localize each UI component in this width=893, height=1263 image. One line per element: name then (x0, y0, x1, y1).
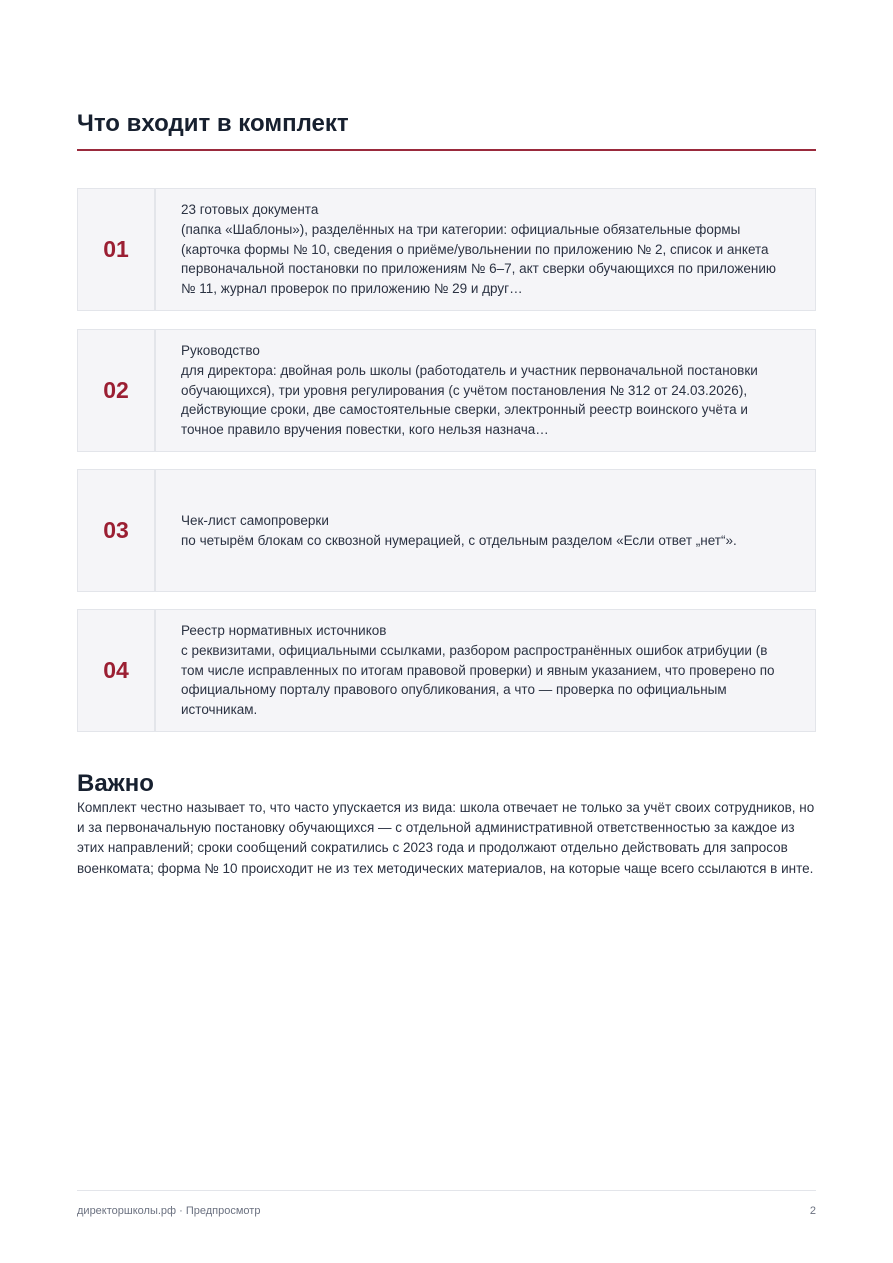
item-number: 03 (78, 470, 156, 591)
item-description: по четырём блокам со сквозной нумерацией, с отдельным разделом «Если ответ „нет“». (181, 532, 737, 548)
item-description: (папка «Шаблоны»), разделённых на три категории: официальные обязательные формы (карточка формы № 10, сведения о приёме/увольнении по приложению № 2, список и анкета первоначальной постановки по приложениям № 6–7, акт сверки обучающихся по приложению № 11, журнал проверок по приложению № 29 и друг… (181, 221, 776, 297)
item-body (156, 330, 815, 451)
item-heading: Чек-лист самопроверки (181, 512, 329, 528)
kit-item-1 (77, 188, 816, 311)
kit-item-2 (77, 329, 816, 452)
title-divider (77, 149, 816, 151)
footer-divider (77, 1190, 816, 1191)
page-title: Что входит в комплект (77, 110, 349, 137)
item-heading: Реестр нормативных источников (181, 623, 387, 639)
item-description: с реквизитами, официальными ссылками, разбором распространённых ошибок атрибуции (в том числе исправленных по итогам правовой проверки) и явным указанием, что проверено по официальному порталу правового опубликования, а что — проверка по официальным источникам. (181, 642, 775, 718)
item-number: 02 (78, 330, 156, 451)
important-text: Комплект честно называет то, что часто упускается из вида: школа отвечает не только за учёт своих сотрудников, но и за первоначальную постановку обучающихся — с отдельной административной ответственностью за каждое из этих направлений; сроки сообщений сократились с 2023 года и продолжают отдельно действовать для запросов военкомата; форма № 10 происходит не из тех методических материалов, на которые чаще всего ссылаются в инте. (77, 800, 815, 876)
kit-item-4 (77, 609, 816, 732)
item-number: 01 (78, 189, 156, 310)
page-number: 2 (809, 1205, 816, 1217)
item-number: 04 (78, 610, 156, 731)
item-body (156, 610, 815, 731)
footer-source: директоршколы.рф · Предпросмотр (77, 1205, 261, 1217)
kit-item-3 (77, 469, 816, 592)
item-body (156, 189, 815, 310)
important-title: Важно (77, 770, 154, 797)
item-body (156, 470, 815, 591)
item-heading: 23 готовых документа (181, 202, 319, 218)
item-description: для директора: двойная роль школы (работодатель и участник первоначальной постановки обучающихся), три уровня регулирования (с учётом постановления № 312 от 24.03.2026), действующие сроки, две самостоятельные сверки, электронный реестр воинского учёта и точное правило вручения повестки, кого нельзя назнача… (181, 362, 758, 438)
item-heading: Руководство (181, 343, 260, 359)
